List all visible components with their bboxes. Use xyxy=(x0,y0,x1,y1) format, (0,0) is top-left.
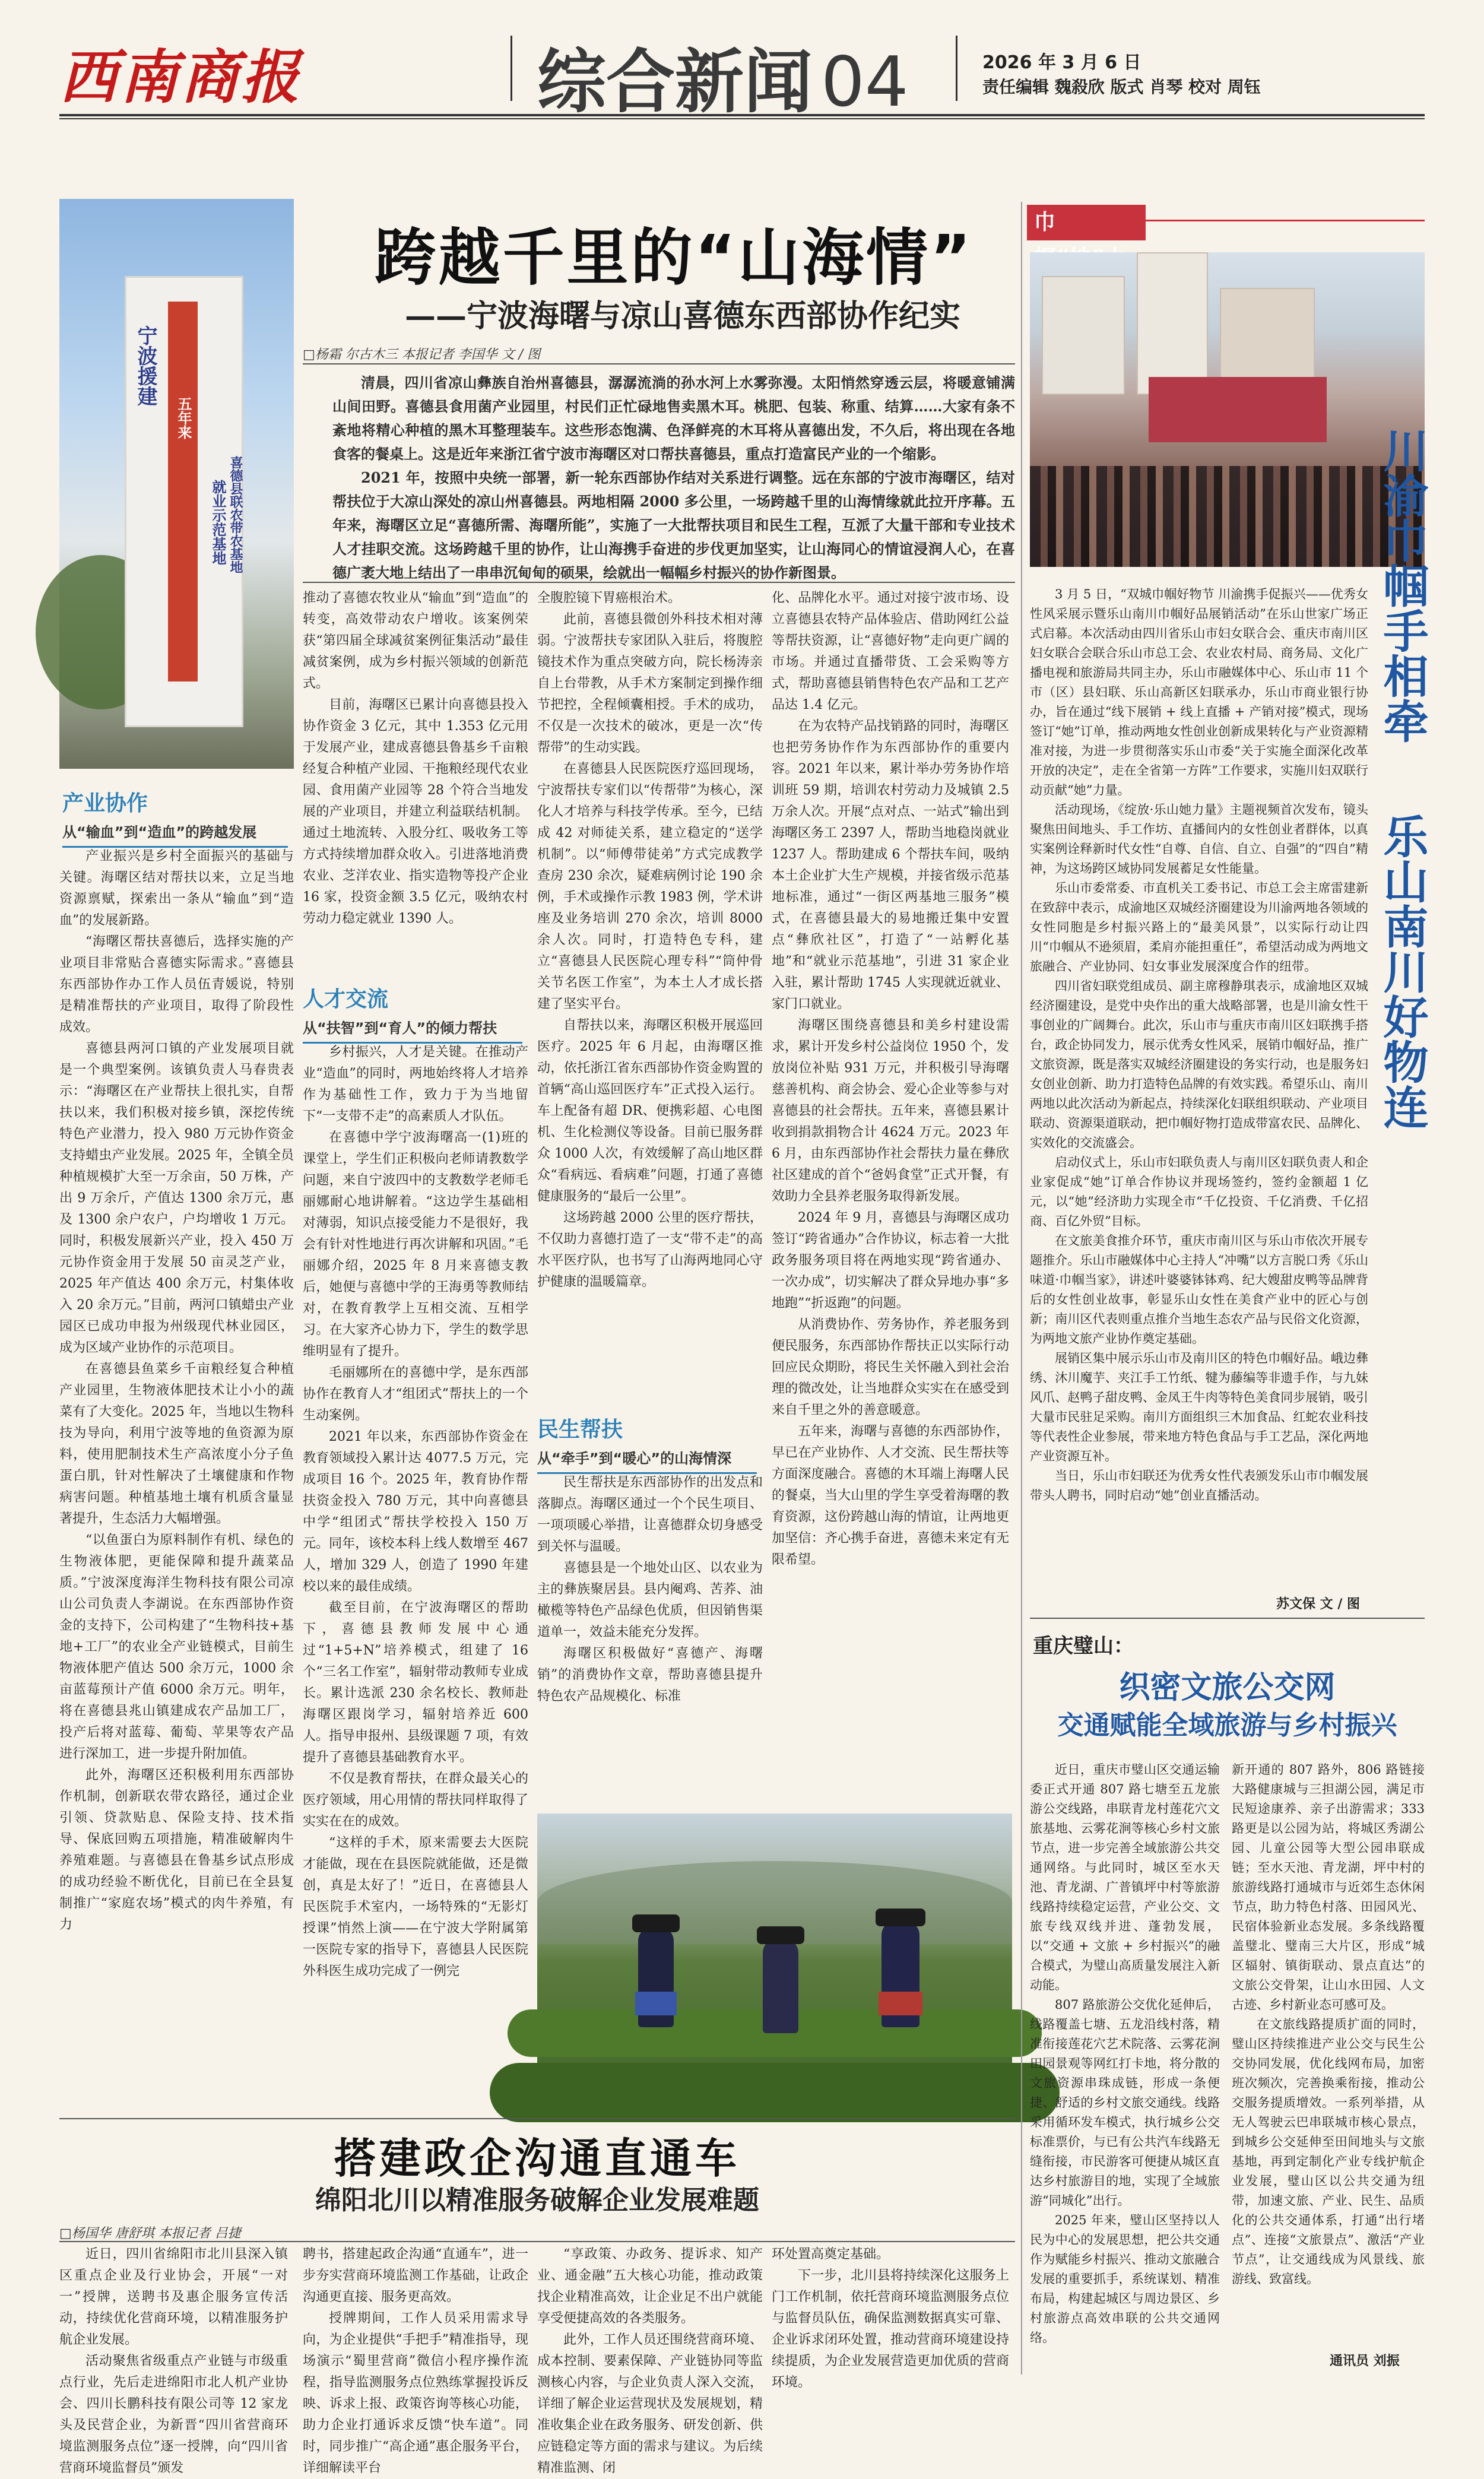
bottom-col-1 xyxy=(59,2244,288,2475)
col2b-p2: 在喜德中学宁波海曙高一(1)班的课堂上，学生们正积极向老师请教数学问题，来自宁波四中的支教数学老师毛丽娜耐心地讲解着。“这边学生基础相对薄弱，知识点接受能力不是很好，我会有针对性地进行再次讲解和巩固。”毛丽娜介绍，2025 年 8 月来喜德支教后，她便与喜德中学的王海勇等教师结对，在教育教学上互相交流、互相学习。在大家齐心协力下，学生的数学思维明显有了提升。 xyxy=(303,1130,528,1359)
column-3a xyxy=(537,588,763,1407)
building-2 xyxy=(1137,252,1208,395)
feature-p4: 四川省妇联党组成员、副主席穆静琪表示，成渝地区双城经济圈建设，是党中央作出的重大战略部署，也是川渝女性干事创业的广阔舞台。此次，乐山市与重庆市南川区妇联携手搭台，政企协同发力，展示优秀女性风采，展销巾帼好品，推广文旅资源，既是落实双城经济圈建设的务实行动，也是服务妇女创业创新、助力打造特色品牌的有效实践。希望乐山、南川两地以此次活动为新起点，持续深化妇联组织联动、产业项目联动、资源渠道联动，把巾帼好物打造成带富农民、品牌化、实效化的交流盛会。 xyxy=(1030,979,1368,1150)
col2-p1: 推动了喜德农牧业从“输血”到“造血”的转变，高效带动农户增收。该案例荣获“第四届全球减贫案例征集活动”最佳减贫案例，成为乡村振兴领域的创新范式。 xyxy=(303,591,528,691)
editor-credits: 责任编辑 魏殺欣 版式 肖琴 校对 周钰 xyxy=(982,77,1261,97)
bishan-b-p1: 新开通的 807 路外，806 路链接大路健康城与三担湖公园，满足市民短途康养、亲子出游需求；333 路更是以公园为站，将城区秀湖公园、儿童公园等大型公园串联成链；至水天池、青龙湖，坪中村的旅游线路打通城市与近郊生态休闲节点，助力特色村落、田园风光、民宿体验新业态发展。多条线路覆盖璧北、璧南三大片区，形成“城区辐射、镇街联动、景点直达”的文旅公交骨架，让山水田园、人文古迹、乡村新业态可感可及。 xyxy=(1232,1762,1425,2012)
bishan-a-p2: 807 路旅游公交优化延伸后，线路覆盖七塘、五龙沿线村落，精准衔接莲花穴艺术院落、云雾花涧田园景观等网红打卡地，将分散的文旅资源串珠成链，形成一条便捷、舒适的乡村文旅交通线。线路采用循环发车模式，执行城乡公交标准票价，与已有公共汽车线路无缝衔接，市民游客可便捷从城区直达乡村旅游目的地，实现了全域旅游“同城化”出行。 xyxy=(1030,1998,1220,2208)
bishan-a-p3: 2025 年来，璧山区坚持以人民为中心的发展思想，把公共交通作为赋能乡村振兴、推动文旅融合发展的重要抓手，系统谋划、精准布局，构建起城区与周边景区、乡村旅游点高效串联的公共交通网络。 xyxy=(1030,2213,1220,2345)
section-title xyxy=(537,27,909,126)
feature-p6: 在文旅美食推介环节，重庆市南川区与乐山市依次开展专题推介。乐山市融媒体中心主持人“冲嘴”以方言脱口秀《乐山味道·巾帼当家》，讲述叶婆婆钵钵鸡、纪大嫂甜皮鸭等品牌背后的女性创业故事，彰显乐山女性在美食产业中的匠心与创新；南川区代表则重点推介当地生态农产品与民俗文化资源，为两地文旅产业协作奠定基础。 xyxy=(1030,1234,1368,1346)
feature-p1: 3 月 5 日，“双城巾帼好物节 川渝携手促振兴——优秀女性风采展示暨乐山南川巾帼好品展销活动”在乐山世家广场正式启幕。本次活动由四川省乐山市妇女联合会、重庆市南川区妇女联合会联合乐山市总工会、农业农村局、商务局、文化广播电视和旅游局共同主办，乐山市融媒体中心、乐山市 11 个市（区）县妇联、乐山高新区妇联承办，乐山市商业银行协办，旨在通过“线下展销 + 线上直播 + 产销对接”模式，现场签订“她”订单，推动两地女性创业创新成果转化与产业资源精准对接，为进一步贯彻落实乐山市委“关于实施全面深化改革开放的决定”，走在全省第一方阵”工作要求，实施川妇双联行动贡献“她”力量。 xyxy=(1030,587,1368,797)
main-subtitle: ——宁波海曙与凉山喜德东西部协作纪实 xyxy=(404,298,960,334)
building-1 xyxy=(1042,276,1125,395)
feature-banner-line xyxy=(1146,220,1425,221)
bishan-col-a xyxy=(1030,1760,1220,2366)
lead-box xyxy=(332,371,1015,581)
bottom-c4-p1: 环处置高奠定基础。 xyxy=(772,2247,890,2262)
feature-p8: 当日，乐山市妇联还为优秀女性代表颁发乐山市巾帼发展带头人聘书，同时启动“她”创业直播活动。 xyxy=(1030,1469,1368,1502)
bottom-top-rule xyxy=(59,2118,1015,2119)
lead-rule xyxy=(303,582,1015,583)
sec2-subtitle: 从“扶智”到“育人”的倾力帮扶 xyxy=(303,1020,497,1036)
sec3-subtitle: 从“牵手”到“暖心”的山海情深 xyxy=(537,1450,732,1467)
column-3b xyxy=(537,1472,763,1805)
bottom-c2-p1: 聘书，搭建起政企沟通“直通车”，进一步夯实营商环境监测工作基础，让政企沟通更直接、服务更高效。 xyxy=(303,2247,528,2304)
sign-text-vertical-1: 就业示范基地 xyxy=(210,480,226,565)
double-rule-icon xyxy=(59,114,1425,119)
col1-p2: “海曙区帮扶喜德后，选择实施的产业项目非常贴合喜德实际需求。”喜德县东西部协作办工作人员伍青媛说，特别是精准帮扶的产业项目，取得了阶段性成效。 xyxy=(59,934,294,1035)
sec3-title: 民生帮扶 xyxy=(537,1418,623,1442)
bishan-credit: 通讯员 刘振 xyxy=(1330,2354,1400,2369)
feature-p7: 展销区集中展示乐山市及南川区的特色巾帼好品。峨边彝绣、沐川魔芋、夹江手工竹纸、犍为藤编等非遗手作，与九妹风爪、赵鸭子甜皮鸭、金凤王牛肉等特色美食同步展销，吸引大量市民驻足采购。南川方面组织三木加食品、红蛇农业科技等代表性企业参展，带来地方特色食品与手工艺品，深化两地产业资源互补。 xyxy=(1030,1351,1368,1463)
bishan-a-p1: 近日，重庆市璧山区交通运输委正式开通 807 路七塘至五龙旅游公交线路，串联青龙村莲花穴文旅基地、云雾花涧等核心乡村文旅节点，进一步完善全域旅游公共交通网络。与此同时，城区至水天池、青龙湖、广普镇坪中村等旅游线路持续稳定运营，产业公交、文旅专线双线并进、蓬勃发展，以“交通 + 文旅 + 乡村振兴”的融合模式，为璧山高质量发展注入新动能。 xyxy=(1030,1762,1220,1992)
bottom-c2-p2: 授牌期间，工作人员采用需求导向，为企业提供“手把手”精准指导，现场演示“蜀里营商”微信小程序操作流程，指导监测服务点位熟练掌握投诉反映、诉求上报、政策咨询等核心功能，助力企业打通诉求反馈“快车道”。同时，同步推广“高企通”惠企服务平台，详细解读平台 xyxy=(303,2311,528,2475)
crowd xyxy=(1030,466,1425,567)
col2b-p5: 截至目前，在宁波海曙区的帮助下，喜德县教师发展中心通过“1+5+N”培养模式，组建了 16 个“三名工作室”，辐射带动教师专业成长。累计选派 230 余名校长、教师赴海曙区跟岗学习，辐射培养近 600 人。指导申报州、县级课题 7 项，有效提升了喜德县基础教育水平。 xyxy=(303,1600,528,1765)
bottom-title: 搭建政企沟通直通车 xyxy=(334,2134,740,2183)
sign-red-stripe xyxy=(168,302,198,681)
col2b-p6: 不仅是教育帮扶，在群众最关心的医疗领域，用心用情的帮扶同样取得了实实在在的成效。 xyxy=(303,1771,528,1829)
bottom-col-4 xyxy=(772,2244,1009,2390)
bottom-c1-p1: 近日，四川省绵阳市北川县深入镇区重点企业及行业协会，开展“一对一”授牌，送聘书及惠企服务宣传活动，持续优化营商环境，以精准服务护航企业发展。 xyxy=(59,2247,288,2347)
sec2-title: 人才交流 xyxy=(303,987,389,1012)
feature-banner-text: 巾 xyxy=(1034,210,1056,234)
sec2-header xyxy=(303,982,528,1044)
feature-p3: 乐山市委常委、市直机关工委书记、市总工会主席雷建新在致辞中表示，成渝地区双城经济圈建设为川渝两地各领域的女性同胞是乡村振兴路上的“最美风景”，以实际行动让四川“巾帼从不逊须眉，柔肩亦能担重任”，希望活动成为两地文旅融合、产业协同、妇女事业发展深度合作的纽带。 xyxy=(1030,881,1368,974)
picker-1-hat xyxy=(632,1914,680,1932)
tea-row-2 xyxy=(490,2063,1060,2122)
feature-bottom-rule xyxy=(1030,1618,1425,1619)
col2b-p3: 毛丽娜所在的喜德中学，是东西部协作在教育人才“组团式”帮扶上的一个生动案例。 xyxy=(303,1365,528,1423)
photo-tea-pickers xyxy=(537,1814,1012,2110)
sign-panel xyxy=(125,276,243,727)
col4-p2: 在为农特产品找销路的同时，海曙区也把劳务协作作为东西部协作的重要内容。2021 年以来，累计举办劳务协作培训班 59 期，培训农村劳动力及城镇 2.5 万余人次。开展“点对点、一站式”输出到海曙区务工 2397 人，帮助当地稳岗就业 1237 人。帮助建成 6 个帮扶车间，吸纳本土企业扩大生产规模，并接省级示范基地标准，通过“一街区两基地三服务”模式，在喜德县最大的易地搬迁集中安置点“彝欣社区”，打造了“一站孵化基地”和“就业示范基地”，引进 31 家企业入驻，累计帮助 1745 人实现就近就业、家门口就业。 xyxy=(772,719,1009,1012)
masthead-divider-2 xyxy=(956,36,957,101)
bottom-c1-p2: 活动聚焦省级重点产业链与市级重点行业，先后走进绵阳市北人机产业协会、四川长鹏科技有限公司等 12 家龙头及民营企业，为新晋“四川省营商环境监测服务点位”逐一授牌，向“四川省营商环境监督员”颁发 xyxy=(59,2354,288,2475)
column-4 xyxy=(772,588,1009,1805)
col3b-p1: 民生帮扶是东西部协作的出发点和落脚点。海曙区通过一个个民生项目、一项项暖心举措，让喜德群众切身感受到关怀与温暖。 xyxy=(537,1475,763,1554)
sign-text-main: 宁波援建 xyxy=(134,325,157,406)
picker-2-hat xyxy=(757,1926,804,1944)
col1-p6: 此外，海曙区还积极利用东西部协作机制，创新联农带农路径，通过企业引领、贷款贴息、保险支持、技术指导、保底回购五项措施，精准破解肉牛养殖难题。与喜德县在鲁基乡试点形成的成功经验不断优化，目前已在全县复制推广“家庭农场”模式的肉牛养殖，有力 xyxy=(59,1768,294,1932)
col4-p6: 五年来，海曙与喜德的东西部协作，早已在产业协作、人才交流、民生帮扶等方面深度融合。喜德的木耳端上海曙人民的餐桌，当大山里的学生享受着海曙的教育资源，这份跨越山海的情谊，让两地更加坚信：齐心携手奋进，喜德未来定有无限希望。 xyxy=(772,1424,1009,1567)
bishan-title-2: 交通赋能全域旅游与乡村振兴 xyxy=(1057,1710,1397,1741)
col3-p3: 在喜德县人民医院医疗巡回现场，宁波帮扶专家们以“传帮带”为核心，深化人才培养与科技学传承。至今，已结成 42 对师徒关系，建立稳定的“送学机制”。以“师傅带徒弟”方式完成教学查房 230 余次，疑难病例讨论 190 余例，手术或操作示教 1983 例，学术讲座及业务培训 270 余次，培训 8000 余人次。同时，打造特色专科，建立“喜德县人民医院心理专科”“筒仲骨关节名医工作室”，为本土人才成长搭建了坚实平台。 xyxy=(537,762,763,1012)
col3b-p3: 海曙区积极做好“喜德产、海曙销”的消费协作文章，帮助喜德县提升特色农产品规模化、标准 xyxy=(537,1646,763,1704)
sign-text-vertical-2: 五年来 xyxy=(175,397,192,439)
sec1-subtitle: 从“输血”到“造血”的跨越发展 xyxy=(62,824,257,841)
bishan-title-1: 织密文旅公交网 xyxy=(1119,1670,1336,1705)
feature-title-vertical-2: 乐山南川好物连 xyxy=(1376,813,1429,1129)
section-name: 综合新闻 xyxy=(537,42,813,122)
col3-p5: 这场跨越 2000 公里的医疗帮扶，不仅助力喜德打造了一支“带不走”的高水平医疗队，也书写了山海两地同心守护健康的温暖篇章。 xyxy=(537,1210,763,1289)
col3-p4: 自帮扶以来，海曙区积极开展巡回医疗。2025 年 6 月起，由海曙区推动，依托浙江省东西部协作资金购置的首辆“高山巡回医疗车”正式投入运行。车上配备有超 DR、便携彩超、心电图机、生化检测仪等设备。目前已服务群众 1000 人次，有效缓解了高山地区群众“看病远、看病难”问题，打通了喜德健康服务的“最后一公里”。 xyxy=(537,1018,763,1204)
feature-p2: 活动现场，《绽放·乐山她力量》主题视频首次发布，镜头聚焦田间地头、手工作坊、直播间内的女性创业者群体，以真实案例诠释新时代女性“自尊、自信、自立、自强”的“四自”精神，为这场跨区域协同发展蓄足女性能量。 xyxy=(1030,803,1368,876)
bishan-b-p2: 在文旅线路提质扩面的同时，璧山区持续推进产业公交与民生公交协同发展，优化线网布局，加密班次频次，完善换乘衔接，推动公交服务提质增效。一系列举措，从无人驾驶云巴串联城市核心景点，到城乡公交延伸至田间地头与文旅基地，再到定制化产业专线护航企业发展，璧山区以公共交通为纽带，加速文旅、产业、民生、品质化的公共交通体系，打通“出行堵点”、连接“文旅景点”、激活“产业节点”，让交通线成为风景线、旅游线、致富线。 xyxy=(1232,2017,1425,2286)
sec1-header xyxy=(62,787,294,848)
col1-p4: 在喜德县鱼菜乡千亩粮经复合种植产业园里，生物液体肥技术让小小的蔬菜有了大变化。2025 年，当地以生物科技为导向，利用宁波等地的鱼资源为原料，使用肥制技术生产高浓度小分子鱼蛋白肌，针对性解决了土壤健康和作物病害问题。种植基地土壤有机质含量显著提升，生态活力大幅增强。 xyxy=(59,1362,294,1526)
bottom-byline: □杨国华 唐舒琪 本报记者 吕捷 xyxy=(59,2226,241,2241)
column-divider-right xyxy=(1021,202,1022,2375)
masthead xyxy=(0,0,1484,122)
bishan-col-b xyxy=(1232,1760,1425,2348)
col2b-p7: “这样的手术，原来需要去大医院才能做，现在在县医院就能做，还是微创，真是太好了！”近日，在喜德县人民医院手术室内，一场特殊的“无影灯授课”悄然上演——在宁波大学附属第一医院专家的指导下，喜德县人民医院外科医生成功完成了一例完 xyxy=(303,1836,528,1979)
byline-rule xyxy=(303,363,1015,364)
sign-text-vertical-3: 喜德县联农带农基地 xyxy=(228,456,243,573)
sec3-header xyxy=(537,1413,763,1474)
col4-p5: 从消费协作、劳务协作，养老服务到便民服务，东西部协作帮扶正以实际行动回应民众期盼，将民生关怀融入到社会治理的微改处，让当地群众实实在在感受到来自千里之外的善意暖意。 xyxy=(772,1317,1009,1418)
lead-paragraph-1: 清晨，四川省凉山彝族自治州喜德县，潺潺流淌的孙水河上水雾弥漫。太阳悄然穿透云层，将暖意铺满山间田野。喜德县食用菌产业园里，村民们正忙碌地售卖黑木耳。桃肥、包装、称重、结算……大家有条不紊地将精心种植的黑木耳整理装车。这些形态饱满、色泽鲜亮的木耳将从喜德出发，不久后，将出现在各地食客的餐桌上。这是近年来浙江省宁波市海曙区对口帮扶喜德县，重点打造富民产业的一个缩影。 xyxy=(332,374,1015,462)
col4-p4: 2024 年 9 月，喜德县与海曙区成功签订“跨省通办”合作协议，标志着一大批政务服务项目将在两地实现“跨省通办、一次办成”，切实解决了群众异地办事“多地跑”“折返跑”的问题。 xyxy=(772,1210,1009,1311)
bottom-col-2 xyxy=(303,2244,528,2475)
picker-3-skirt xyxy=(879,1992,922,2015)
bottom-c4-p2: 下一步，北川县将持续深化这服务上门工作机制，依托营商环境监测服务点位与监督员队伍，确保监测数据真实可靠、企业诉求闭环处置，推动营商环境建设持续提质，为企业发展营造更加优质的营商环境。 xyxy=(772,2268,1009,2390)
main-byline: □杨霜 尔古木三 本报记者 李国华 文 / 图 xyxy=(303,347,541,362)
column-2b xyxy=(303,1042,528,2190)
column-1 xyxy=(59,846,294,2199)
feature-banner xyxy=(1027,205,1146,240)
newspaper-logo: 西南商报 xyxy=(59,43,302,112)
stage-backdrop xyxy=(1149,377,1327,442)
masthead-divider xyxy=(510,36,512,101)
bottom-col-3 xyxy=(537,2244,763,2475)
col1-p5: “以鱼蛋白为原料制作有机、绿色的生物液体肥，更能保障和提升蔬菜品质。”宁波深度海洋生物科技有限公司凉山公司负责人李湖说。在东西部协作资金的支持下，公司构建了“生物科技+基地+工厂”的农业全产业链模式，目前生物液体肥产值达 500 余万元，1000 余亩蓝莓预计产值 6000 余万元。明年，将在喜德县兆山镇建成农产品加工厂，投产后将对蓝莓、葡萄、苹果等农产品进行深加工，进一步提升附加值。 xyxy=(59,1533,294,1761)
bishan-label: 重庆璧山： xyxy=(1033,1634,1134,1658)
main-title: 跨越千里的“山海情” xyxy=(374,221,974,294)
col4-p1: 化、品牌化水平。通过对接宁波市场、设立喜德县农特产品体验店、借助网红公益等帮扶资源，让“喜德好物”走向更广阔的市场。并通过直播带货、工会采购等方式，帮助喜德县销售特色农产品和工艺产品达 1.4 亿元。 xyxy=(772,591,1009,712)
photo-event-stage xyxy=(1030,252,1425,567)
feature-title-vertical-1: 川渝巾帼手相牵 xyxy=(1376,427,1429,743)
col2b-p1: 乡村振兴，人才是关键。在推动产业“造血”的同时，两地始终将人才培养作为基础性工作，致力于为当地留下“一支带不走”的高素质人才队伍。 xyxy=(303,1045,528,1124)
bottom-c3-p2: 此外，工作人员还围绕营商环境、成本控制、要素保障、产业链协同等监测核心内容，与企业负责人深入交流，详细了解企业运营现状及发展规划，精准收集企业在政务服务、研发创新、供应链稳定等方面的需求与建议。为后续精准监测、闭 xyxy=(537,2332,763,2475)
bottom-c3-p1: “享政策、办政务、提诉求、知产业、通金融”五大核心功能，推动政策找企业精准高效，让企业足不出户就能享受便捷高效的各类服务。 xyxy=(537,2247,763,2326)
bottom-byline-rule xyxy=(59,2241,1015,2242)
column-2a xyxy=(303,588,528,979)
col3-p2: 此前，喜德县微创外科技术相对薄弱。宁波帮扶专家团队入驻后，将腹腔镜技术作为重点突破方向，院长杨涛亲自上台带教，从手术方案制定到操作细节把控，全程倾囊相授。手术的成功，不仅是一次技术的破冰，更是一次“传帮带”的生动实践。 xyxy=(537,612,763,755)
col4-p3: 海曙区围绕喜德县和美乡村建设需求，累计开发乡村公益岗位 1950 个，发放岗位补贴 931 万元，并积极引导海曙慈善机构、商会协会、爱心企业等参与对喜德县的社会帮扶。五年来，喜德县累计收到捐款捐物合计 4624 万元。2023 年 6 月，由东西部协作社会帮扶力量在彝欣社区建成的首个“爸妈食堂”正式开餐，有效助力全县养老服务取得新发展。 xyxy=(772,1018,1009,1204)
photo-sign-monument xyxy=(59,199,294,769)
col2-p2: 目前，海曙区已累计向喜德县投入协作资金 3 亿元，其中 1.353 亿元用于发展产业，建成喜德县鲁基乡千亩粮经复合种植产业园、干拖粮经现代农业园、食用菌产业园等 28 个符合当地发展的产业项目，并建立利益联结机制。通过土地流转、入股分红、吸收务工等方式持续增加群众收入。引进落地消费农业、芝洋农业、指实造物等投产企业 16 家，投资金额 3.5 亿元，吸纳农村劳动力稳定就业 1390 人。 xyxy=(303,698,528,926)
picker-1-skirt xyxy=(635,1992,677,2015)
col3-p1: 全腹腔镜下胃癌根治术。 xyxy=(537,591,681,606)
col3b-p2: 喜德县是一个地处山区、以农业为主的彝族聚居县。县内阉鸡、苦荞、油橄榄等特色产品绿色优质，但因销售渠道单一，效益未能充分发挥。 xyxy=(537,1561,763,1640)
bottom-subtitle: 绵阳北川以精准服务破解企业发展难题 xyxy=(315,2185,759,2215)
sec1-title: 产业协作 xyxy=(62,791,148,816)
issue-date: 2026 年 3 月 6 日 xyxy=(982,52,1141,73)
page-number: 04 xyxy=(821,42,909,122)
picker-2 xyxy=(763,1938,798,2033)
col2b-p4: 2021 年以来，东西部协作资金在教育领域投入累计达 4077.5 万元，完成项目 16 个。2025 年，教育协作帮扶资金投入 780 万元，其中向喜德县中学“组团式”帮扶学校投入 150 万元。同年，该校本科上线人数增至 467 人，增加 329 人，创造了 1990 年建校以来的最佳成绩。 xyxy=(303,1429,528,1594)
lead-paragraph-2: 2021 年，按照中央统一部署，新一轮东西部协作结对关系进行调整。远在东部的宁波市海曙区，结对帮扶位于大凉山深处的凉山州喜德县。两地相隔 2000 多公里，一场跨越千里的山海情缘就此拉开序幕。五年来，海曙区立足“喜德所需、海曙所能”，实施了一大批帮扶项目和民生工程，互派了大量干部和专业技术人才挂职交流。这场跨越千里的协作，让山海携手奋进的步伐更加坚实，让山海同心的情谊浸润人心，在喜德广袤大地上结出了一串串沉甸甸的硕果，绘就出一幅幅乡村振兴的协作新图景。 xyxy=(332,469,1015,581)
feature-p5: 启动仪式上，乐山市妇联负责人与南川区妇联负责人和企业家促成“她”订单合作协议并现场签约，签约金额超 1 亿元，以“她”经济助力实现全市“千亿投资、千亿消费、千亿招商、百亿外贸”目标。 xyxy=(1030,1155,1368,1228)
feature-body xyxy=(1030,585,1368,1585)
feature-credit: 苏文保 文 / 图 xyxy=(1276,1597,1361,1612)
col1-p3: 喜德县两河口镇的产业发展项目就是一个典型案例。该镇负责人马春贵表示：“海曙区在产业帮扶上很扎实，自帮扶以来，我们积极对接乡镇，深挖传统特色产业潜力，投入 980 万元协作资金支持蜡虫产业发展。2025 年，全镇全员种植规模扩大至一万余亩，50 万株，产出 9 万余斤，产值达 1300 余万元，惠及 1300 余户农户，户均增收 1 万元。同时，积极发展新兴产业，投入 450 万元协作资金用于发展 50 亩灵芝产业，2025 年产值达 400 余万元，村集体收入 20 余万元。”目前，两河口镇蜡虫产业园区已成功申报为州级现代林业园区，成为区域产业协作的示范项目。 xyxy=(59,1041,294,1355)
picker-3-hat xyxy=(876,1909,925,1926)
col1-p1: 产业振兴是乡村全面振兴的基础与关键。海曙区结对帮扶以来，立足当地资源禀赋，探索出一条从“输血”到“造血”的发展新路。 xyxy=(59,849,294,928)
